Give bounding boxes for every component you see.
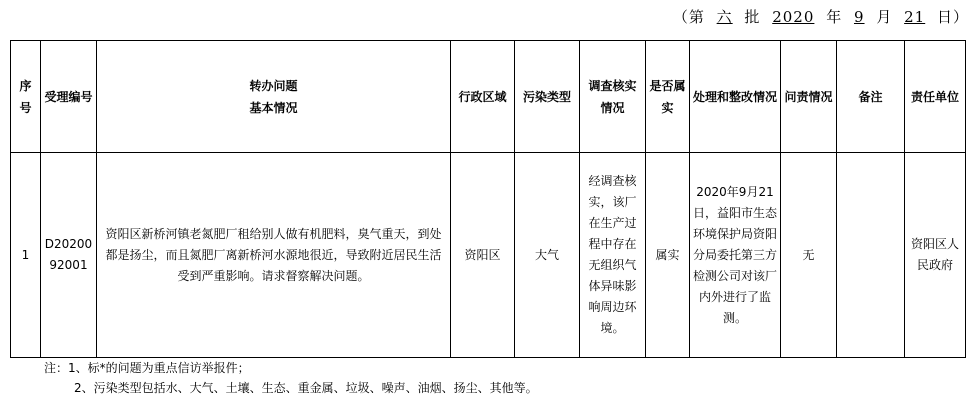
header-problem-title: 转办问题 [249,78,298,93]
cell-investigation: 经调查核实，该厂在生产过程中存在无组织气体异味影响周边环境。 [580,153,646,358]
header-region: 行政区域 [451,41,515,153]
header-pollution-type: 污染类型 [515,41,580,153]
table-row [11,153,966,358]
header-responsible: 责任单位 [905,41,966,153]
cell-pollution-type: 大气 [515,153,580,358]
footnote-2: 2、污染类型包括水、大气、土壤、生态、重金属、垃圾、噪声、油烟、扬尘、其他等。 [74,381,538,395]
header-remarks: 备注 [837,41,905,153]
batch-day: 21 [904,8,926,26]
batch-month: 9 [853,8,865,26]
footnotes [44,358,538,398]
header-verified: 是否属实 [646,41,690,153]
header-investigation: 调查核实情况 [580,41,646,153]
header-accountability: 问责情况 [781,41,837,153]
header-problem [97,41,451,153]
batch-number: 六 [716,8,733,26]
footnote-1: 注：1、标*的问题为重点信访举报件； [44,361,250,375]
batch-word: 批 [744,8,761,26]
header-row [11,41,966,153]
cell-responsible: 资阳区人民政府 [905,153,966,358]
batch-year-unit: 年 [826,8,843,26]
header-seq: 序号 [11,41,41,153]
batch-year: 2020 [772,8,815,26]
batch-month-unit: 月 [876,8,893,26]
complaint-table [10,40,966,358]
cell-accountability: 无 [781,153,837,358]
batch-date-line [673,6,969,27]
cell-region: 资阳区 [451,153,515,358]
cell-acceptance-no: D2020092001 [41,153,97,358]
cell-verified: 属实 [646,153,690,358]
header-handling: 处理和整改情况 [690,41,781,153]
cell-handling: 2020年9月21日，益阳市生态环境保护局资阳分局委托第三方检测公司对该厂内外进行了监测。 [690,153,781,358]
cell-problem: 资阳区新桥河镇老氮肥厂租给别人做有机肥料，臭气重天，到处都是扬尘，而且氮肥厂离新桥河水源地很近，导致附近居民生活受到严重影响。请求督察解决问题。 [97,153,451,358]
batch-close: 日） [936,8,969,26]
batch-open: （第 [672,8,705,26]
header-acceptance-no: 受理编号 [41,41,97,153]
cell-remarks [837,153,905,358]
header-problem-sub: 基本情况 [249,100,298,115]
cell-seq: 1 [11,153,41,358]
